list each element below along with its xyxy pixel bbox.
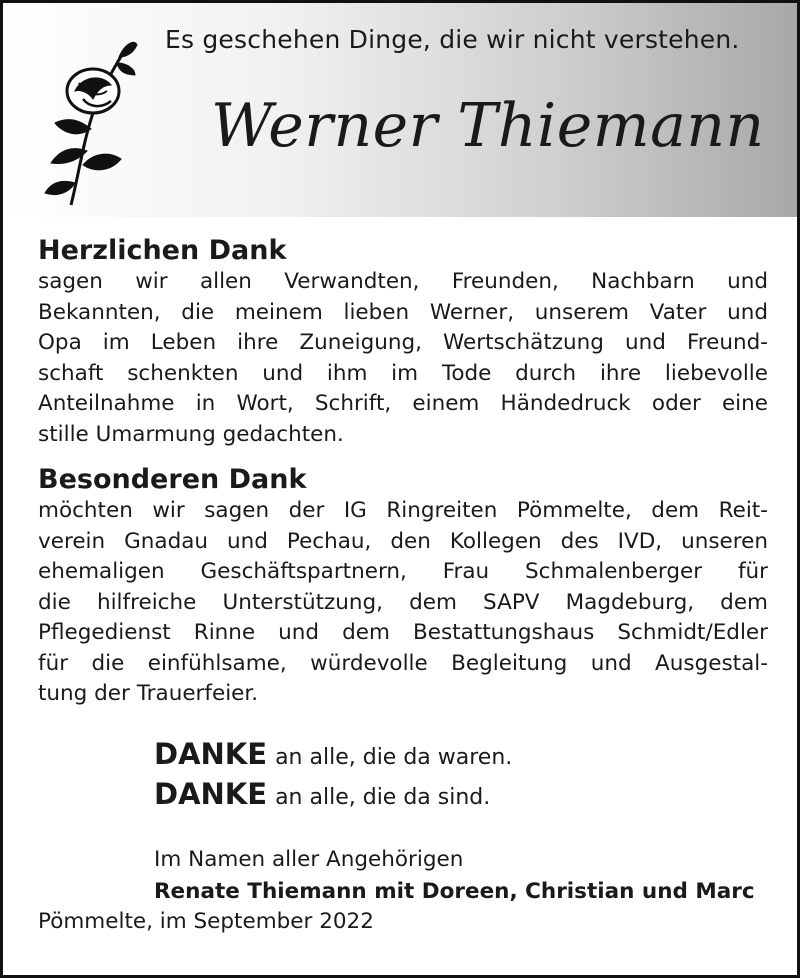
text-line: Opa im Leben ihre Zuneigung, Wertschätzung und Freund-	[38, 330, 768, 355]
signature-intro: Im Namen aller Angehörigen	[154, 846, 464, 872]
text-line: sagen wir allen Verwandten, Freunden, Nachbarn und	[38, 269, 768, 294]
text-line: Bekannten, die meinem lieben Werner, unserem Vater und	[38, 299, 768, 325]
text-line: schaft schenkten und ihm im Tode durch ihre liebevolle	[38, 360, 768, 386]
text-line: für die einfühlsame, würdevolle Begleitung und Ausgestal-	[38, 650, 768, 676]
section-text-thanks	[38, 267, 768, 450]
text-line: Pflegedienst Rinne und dem Bestattungshaus Schmidt/Edler	[38, 620, 768, 645]
text-line: ehemaligen Geschäftspartnern, Frau Schmalenberger für	[38, 559, 768, 584]
header-band	[3, 3, 797, 217]
thanks-text: an alle, die da waren.	[275, 744, 513, 770]
section-text-special-thanks	[38, 496, 768, 710]
main-content	[38, 235, 768, 908]
thanks-row	[154, 736, 768, 776]
text-line: verein Gnadau und Pechau, den Kollegen des IVD, unseren	[38, 528, 768, 554]
text-line: die hilfreiche Unterstützung, dem SAPV Magdeburg, dem	[38, 589, 768, 615]
thanks-block	[154, 736, 768, 816]
place-date: Pömmelte, im September 2022	[38, 909, 374, 934]
header-motto: Es geschehen Dinge, die wir nicht verstehen.	[165, 25, 740, 54]
thanks-text: an alle, die da sind.	[275, 784, 491, 810]
text-line: stille Umarmung gedachten.	[38, 421, 344, 447]
signature-names: Renate Thiemann mit Doreen, Christian und Marc	[154, 878, 755, 904]
deceased-name: Werner Thiemann	[211, 91, 765, 161]
signature-block	[154, 844, 768, 908]
section-heading-special-thanks: Besonderen Dank	[38, 464, 307, 495]
text-line: tung der Trauerfeier.	[38, 681, 259, 706]
thanks-word: DANKE	[154, 776, 268, 811]
thanks-row	[154, 776, 768, 816]
text-line: Anteilnahme in Wort, Schrift, einem Händedruck oder eine	[38, 391, 768, 416]
text-line: möchten wir sagen der IG Ringreiten Pömmelte, dem Reit-	[38, 498, 768, 523]
thanks-word: DANKE	[154, 736, 268, 771]
rose-icon	[31, 33, 141, 208]
section-heading-thanks: Herzlichen Dank	[38, 235, 287, 266]
